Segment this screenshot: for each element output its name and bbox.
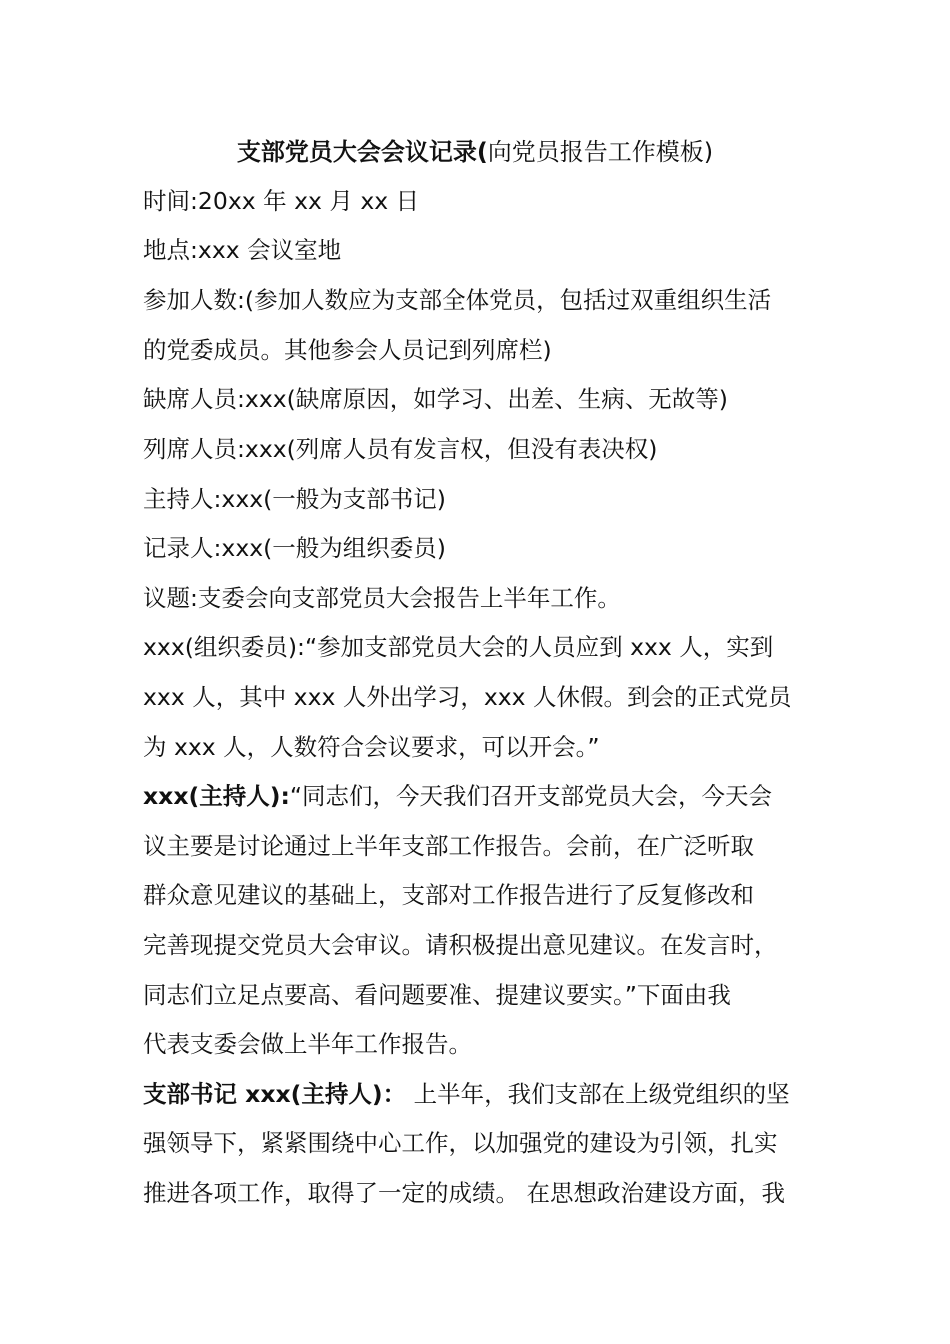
secretary-line-3: 推进各项工作，取得了一定的成绩。 在思想政治建设方面，我 [143, 1179, 785, 1207]
document-title [0, 128, 950, 176]
host-line-3: 群众意见建议的基础上，支部对工作报告进行了反复修改和 [143, 881, 754, 909]
meeting-agenda: 议题:支委会向支部党员大会报告上半年工作。 [143, 584, 621, 612]
host-speech-start: “同志们，今天我们召开支部党员大会，今天会 [289, 782, 773, 810]
secretary-line-2: 强领导下，紧紧围绕中心工作，以加强党的建设为引领，扎实 [143, 1129, 778, 1157]
host-line-4: 完善现提交党员大会审议。请积极提出意见建议。在发言时， [143, 931, 778, 959]
title-bold: 支部党员大会会议记录( [236, 138, 488, 166]
host-line-5: 同志们立足点要高、看问题要准、提建议要实。”下面由我 [143, 981, 731, 1009]
attendance-line-2: 的党委成员。其他参会人员记到列席栏) [143, 336, 552, 364]
host-line-6: 代表支委会做上半年工作报告。 [143, 1030, 472, 1058]
organizer-line-2: xxx 人，其中 xxx 人外出学习，xxx 人休假。到会的正式党员 [143, 683, 792, 711]
host-speaker-label: xxx(主持人): [143, 782, 290, 810]
nonvoting-attendees: 列席人员:xxx(列席人员有发言权，但没有表决权) [143, 435, 658, 463]
meeting-host: 主持人:xxx(一般为支部书记) [143, 485, 446, 513]
meeting-time: 时间:20xx 年 xx 月 xx 日 [143, 187, 420, 215]
meeting-location: 地点:xxx 会议室地 [143, 236, 342, 264]
absent-members: 缺席人员:xxx(缺席原因，如学习、出差、生病、无故等) [143, 385, 728, 413]
secretary-speaker-label: 支部书记 xxx(主持人)： [143, 1080, 407, 1108]
host-line-1 [143, 772, 772, 820]
meeting-recorder: 记录人:xxx(一般为组织委员) [143, 534, 446, 562]
secretary-line-1 [143, 1070, 790, 1118]
organizer-line-3: 为 xxx 人，人数符合会议要求，可以开会。” [143, 733, 600, 761]
host-line-2: 议主要是讨论通过上半年支部工作报告。会前，在广泛听取 [143, 832, 754, 860]
attendance-line-1: 参加人数:(参加人数应为支部全体党员，包括过双重组织生活 [143, 286, 772, 314]
secretary-speech-start: 上半年，我们支部在上级党组织的坚 [406, 1080, 790, 1108]
title-rest: 向党员报告工作模板) [487, 138, 714, 166]
organizer-line-1: xxx(组织委员):“参加支部党员大会的人员应到 xxx 人，实到 [143, 633, 774, 661]
